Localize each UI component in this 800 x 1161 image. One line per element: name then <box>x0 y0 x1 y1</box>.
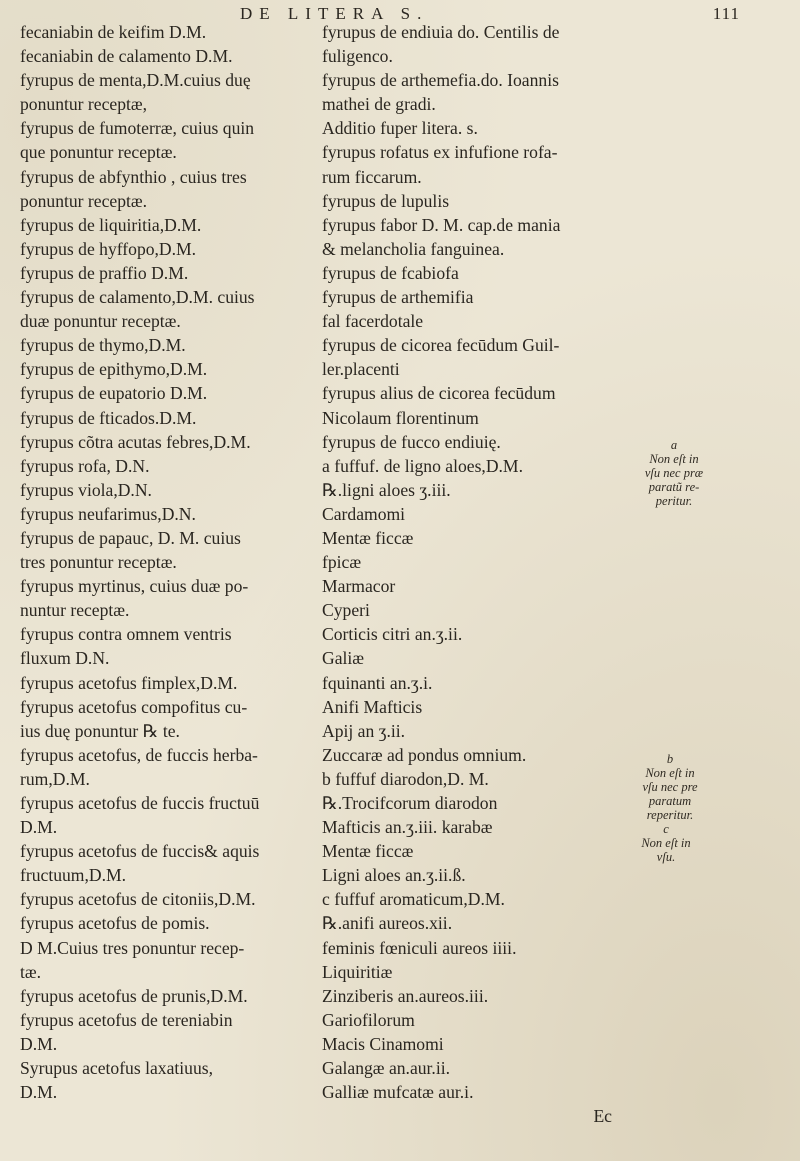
left-column-line: duæ ponuntur receptæ. <box>20 311 181 332</box>
left-column-line: fyrupus viola,D.N. <box>20 479 152 500</box>
left-column-line: ponuntur receptæ, <box>20 94 148 115</box>
left-column-line: tæ. <box>20 961 42 982</box>
right-column-line: fyrupus de lupulis <box>322 190 450 211</box>
right-column-line: fpicæ <box>322 552 362 573</box>
margin-note-letter: a <box>670 438 678 452</box>
right-column-line: Galiæ <box>322 648 365 669</box>
left-column-line: fyrupus acetofus de prunis,D.M. <box>20 985 248 1006</box>
margin-note-line: Non eſt in <box>641 836 691 850</box>
right-column-line: Gariofilorum <box>322 1009 415 1030</box>
right-column-line: feminis fœniculi aureos iiii. <box>322 937 517 958</box>
right-column-line: Marmacor <box>322 576 396 597</box>
left-column-line: fyrupus acetofus fimplex,D.M. <box>20 672 238 693</box>
right-column-line: fquinanti an.ʒ.i. <box>322 672 433 693</box>
left-column-line: rum,D.M. <box>20 768 90 789</box>
margin-note-line: Non eſt in <box>645 766 695 780</box>
left-column-line: fyrupus de liquiritia,D.M. <box>20 214 202 235</box>
left-column-line: fyrupus de praffio D.M. <box>20 262 189 283</box>
margin-note-letter: c <box>663 822 669 836</box>
left-column-line: fyrupus acetofus de tereniabin <box>20 1009 233 1030</box>
right-column-line: fyrupus de fcabiofa <box>322 262 459 283</box>
left-column-line: fructuum,D.M. <box>20 865 127 886</box>
left-column-line: fyrupus acetofus de fuccis fructuū <box>20 793 260 813</box>
left-column-line: fyrupus acetofus, de fuccis herba- <box>20 744 258 765</box>
margin-note-line: vſu nec pre <box>642 780 698 794</box>
left-column-line: D.M. <box>20 1082 58 1103</box>
margin-note-line: reperitur. <box>646 808 694 822</box>
left-column-line: que ponuntur receptæ. <box>20 142 177 163</box>
right-column-line: Apij an ʒ.ii. <box>322 720 406 741</box>
left-column-line: fecaniabin de calamento D.M. <box>20 46 233 67</box>
right-column <box>322 20 622 1128</box>
left-column-line: fyrupus cõtra acutas febres,D.M. <box>20 431 251 452</box>
right-column-line: Mentæ ficcæ <box>322 527 414 548</box>
right-column-line: fyrupus de fucco endiuię. <box>322 431 501 452</box>
right-column-line: Mentæ ficcæ <box>322 841 414 862</box>
right-column-line: fyrupus de arthemefia.do. Ioannis <box>322 70 559 91</box>
left-column-line: fluxum D.N. <box>20 648 110 669</box>
right-column-line: Zinziberis an.aureos.iii. <box>322 985 489 1006</box>
right-column-line: fuligenco. <box>322 46 393 67</box>
right-column-line: Nicolaum florentinum <box>322 407 479 428</box>
left-column-line: tres ponuntur receptæ. <box>20 552 177 573</box>
left-column-line: fyrupus neufarimus,D.N. <box>20 503 196 524</box>
left-column <box>20 20 306 1104</box>
left-column-line: D.M. <box>20 817 58 838</box>
right-column-line: Galangæ an.aur.ii. <box>322 1058 451 1079</box>
right-column-line: Cyperi <box>322 600 370 621</box>
right-column-line: ℞.Trocifcorum diarodon <box>322 793 498 813</box>
right-column-line: rum ficcarum. <box>322 166 422 187</box>
margin-note-a <box>630 438 718 508</box>
right-column-line: a fuffuf. de ligno aloes,D.M. <box>322 455 523 476</box>
left-column-line: nuntur receptæ. <box>20 600 130 621</box>
left-column-line: fyrupus de epithymo,D.M. <box>20 359 208 380</box>
left-column-line: fyrupus de fumoterræ, cuius quin <box>20 118 255 139</box>
right-column-line: Zuccaræ ad pondus omnium. <box>322 744 527 765</box>
left-column-line: fyrupus de menta,D.M.cuius duę <box>20 70 251 91</box>
margin-note-b <box>626 752 714 822</box>
left-column-line: fecaniabin de keifim D.M. <box>20 22 207 42</box>
right-column-line: mathei de gradi. <box>322 94 436 115</box>
right-column-line: ℞.anifi aureos.xii. <box>322 913 453 934</box>
right-column-line: Liquiritiæ <box>322 961 393 982</box>
left-column-line: fyrupus acetofus de fuccis& aquis <box>20 841 260 862</box>
left-column-line: Syrupus acetofus laxatiuus, <box>20 1058 214 1079</box>
left-column-line: ponuntur receptæ. <box>20 190 148 211</box>
margin-note-line: Non eſt in <box>649 452 699 466</box>
right-column-line: fyrupus de endiuia do. Centilis de <box>322 22 560 42</box>
right-column-line: fyrupus de arthemifia <box>322 287 474 308</box>
right-column-line: Anifi Mafticis <box>322 696 423 717</box>
margin-note-line: vſu. <box>656 850 676 864</box>
left-column-line: fyrupus de abfynthio , cuius tres <box>20 166 247 187</box>
left-column-line: fyrupus rofa, D.N. <box>20 455 150 476</box>
margin-note-line: paratum <box>648 794 692 808</box>
right-column-line: Additio fuper litera. s. <box>322 118 478 139</box>
left-column-line: fyrupus de calamento,D.M. cuius <box>20 287 255 308</box>
right-column-line: Corticis citri an.ʒ.ii. <box>322 624 463 645</box>
right-column-line: fyrupus de cicorea fecūdum Guil- <box>322 335 560 356</box>
left-column-line: fyrupus acetofus de pomis. <box>20 913 210 934</box>
margin-note-line: peritur. <box>655 494 693 508</box>
catchword: Ec <box>593 1106 612 1127</box>
running-title: DE LITERA S. <box>240 4 429 23</box>
margin-note-line: vſu nec præ <box>644 466 704 480</box>
left-column-line: ius duę ponuntur ℞ te. <box>20 720 180 741</box>
right-column-line: fyrupus fabor D. M. cap.de mania <box>322 214 561 235</box>
left-column-line: D M.Cuius tres ponuntur recep- <box>20 937 245 958</box>
right-column-line: fyrupus alius de cicorea fecūdum <box>322 383 556 404</box>
left-column-line: fyrupus de thymo,D.M. <box>20 335 186 356</box>
margin-note-line: paratũ re- <box>648 480 700 494</box>
right-column-line: Galliæ mufcatæ aur.i. <box>322 1082 474 1103</box>
left-column-line: fyrupus de eupatorio D.M. <box>20 383 208 404</box>
left-column-line: fyrupus myrtinus, cuius duæ po- <box>20 576 249 597</box>
right-column-line: Macis Cinamomi <box>322 1033 444 1054</box>
right-column-line: ler.placenti <box>322 359 400 380</box>
left-column-line: fyrupus contra omnem ventris <box>20 624 232 645</box>
right-column-line: Cardamomi <box>322 503 406 524</box>
left-column-line: fyrupus de papauc, D. M. cuius <box>20 527 241 548</box>
right-column-line: c fuffuf aromaticum,D.M. <box>322 889 505 910</box>
left-column-line: fyrupus acetofus compofitus cu- <box>20 696 248 717</box>
right-column-line: b fuffuf diarodon,D. M. <box>322 768 489 789</box>
left-column-line: D.M. <box>20 1033 58 1054</box>
right-column-line: Mafticis an.ʒ.iii. karabæ <box>322 817 493 838</box>
right-column-line: fal facerdotale <box>322 311 424 332</box>
left-column-line: fyrupus de hyffopo,D.M. <box>20 238 197 259</box>
right-column-line: Ligni aloes an.ʒ.ii.ß. <box>322 865 466 886</box>
margin-note-letter: b <box>666 752 674 766</box>
right-column-line: fyrupus rofatus ex infufione rofa- <box>322 142 558 163</box>
left-column-line: fyrupus de fticados.D.M. <box>20 407 197 428</box>
right-column-line: ℞.ligni aloes ʒ.iii. <box>322 479 451 500</box>
left-column-line: fyrupus acetofus de citoniis,D.M. <box>20 889 256 910</box>
margin-note-c <box>622 822 710 864</box>
page-number: 111 <box>712 4 740 23</box>
right-column-line: & melancholia fanguinea. <box>322 238 505 259</box>
